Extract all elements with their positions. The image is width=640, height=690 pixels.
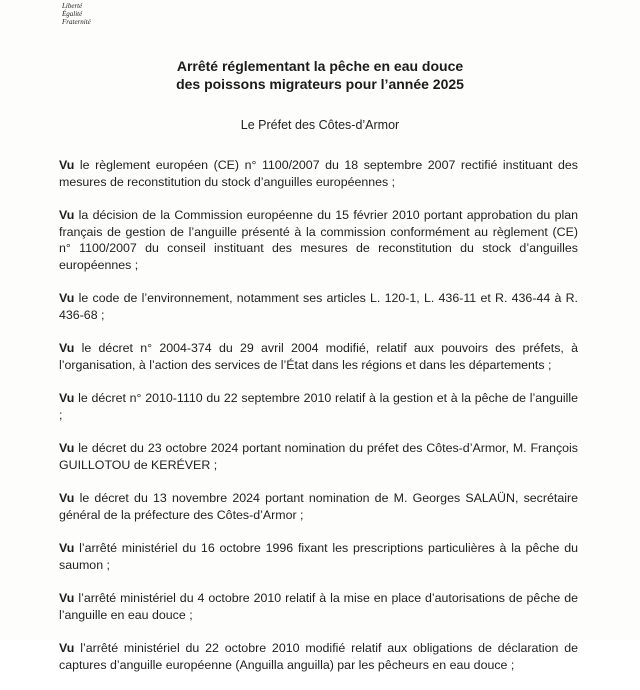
title-line-1: Arrêté réglementant la pêche en eau douce — [176, 58, 464, 74]
vu-keyword: Vu — [59, 591, 75, 605]
consideration-item — [59, 440, 578, 473]
consideration-item — [59, 290, 578, 323]
consideration-text: le code de l’environnement, notamment ses articles L. 120-1, L. 436-11 et R. 436-44 à R. 436-68 ; — [59, 291, 578, 322]
consideration-text: le décret n° 2004-374 du 29 avril 2004 modifié, relatif aux pouvoirs des préfets, à l’organisation, à l’action des services de l’État dans les régions et dans les départements ; — [59, 341, 578, 372]
vu-keyword: Vu — [59, 641, 75, 655]
consideration-item — [59, 640, 578, 673]
vu-keyword: Vu — [59, 341, 75, 355]
vu-keyword: Vu — [59, 491, 75, 505]
vu-keyword: Vu — [59, 208, 75, 222]
consideration-item — [59, 157, 578, 190]
motto-liberte: Liberté — [62, 2, 83, 10]
motto-egalite: Égalité — [62, 10, 83, 18]
motto-fraternite: Fraternité — [62, 18, 91, 26]
consideration-text: l’arrêté ministériel du 22 octobre 2010 modifié relatif aux obligations de déclaration de captures d’anguille européenne (Anguilla anguilla) par les pêcheurs en eau douce ; — [59, 641, 578, 672]
issuing-authority: Le Préfet des Côtes-d’Armor — [240, 118, 400, 132]
consideration-text: le règlement européen (CE) n° 1100/2007 du 18 septembre 2007 rectifié instituant des mesures de reconstitution du stock d’anguilles européennes ; — [59, 158, 578, 189]
consideration-item — [59, 590, 578, 623]
consideration-text: l’arrêté ministériel du 16 octobre 1996 fixant les prescriptions particulières à la pêche du saumon ; — [59, 541, 578, 572]
consideration-item — [59, 340, 578, 373]
consideration-text: le décret n° 2010-1110 du 22 septembre 2010 relatif à la gestion et à la pêche de l’anguille ; — [59, 391, 578, 422]
vu-keyword: Vu — [59, 158, 75, 172]
republic-motto — [62, 2, 91, 26]
consideration-item — [59, 207, 578, 273]
vu-keyword: Vu — [59, 541, 75, 555]
consideration-text: l’arrêté ministériel du 4 octobre 2010 relatif à la mise en place d’autorisations de pêche de l’anguille en eau douce ; — [59, 591, 579, 622]
considerations-list — [59, 157, 578, 690]
vu-keyword: Vu — [59, 391, 75, 405]
vu-keyword: Vu — [59, 441, 75, 455]
consideration-text: la décision de la Commission européenne du 15 février 2010 portant approbation du plan français de gestion de l’anguille présenté à la commission conformément au règlement (CE) n° 1100/2007 du conseil instituant des mesures de reconstitution du stock d’anguilles européennes ; — [59, 208, 578, 272]
consideration-text: le décret du 13 novembre 2024 portant nomination de M. Georges SALAÜN, secrétaire général de la préfecture des Côtes-d’Armor ; — [59, 491, 578, 522]
title-line-2: des poissons migrateurs pour l’année 2025 — [176, 76, 464, 92]
consideration-text: le décret du 23 octobre 2024 portant nomination du préfet des Côtes-d’Armor, M. François GUILLOTOU de KERÉVER ; — [59, 441, 578, 472]
document-title — [0, 57, 640, 93]
consideration-item — [59, 390, 578, 423]
vu-keyword: Vu — [59, 291, 75, 305]
consideration-item — [59, 540, 578, 573]
consideration-item — [59, 490, 578, 523]
